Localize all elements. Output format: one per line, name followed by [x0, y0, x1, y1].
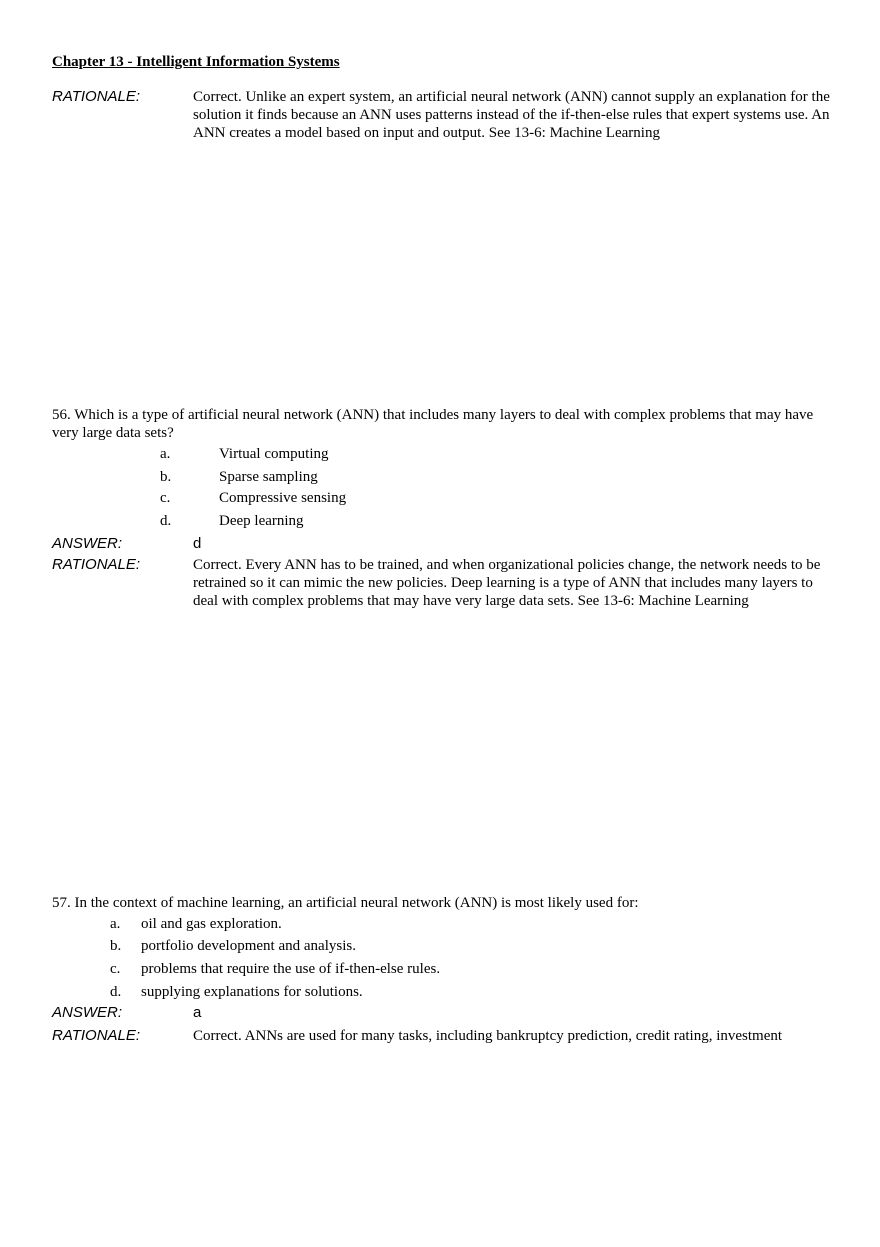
q56-option-a-text: Virtual computing	[219, 446, 329, 462]
q57-answer-label: ANSWER:	[52, 1004, 123, 1021]
q57-answer-value: a	[193, 1004, 202, 1021]
q57-rationale-text: Correct. ANNs are used for many tasks, including bankruptcy prediction, credit rating, investment	[193, 1028, 783, 1044]
q56-option-d-text: Deep learning	[219, 513, 304, 529]
question-56-text: 56. Which is a type of artificial neural network (ANN) that includes many layers to deal with complex problems that may have very large data sets?	[52, 407, 814, 441]
q57-option-d-letter: d.	[110, 984, 122, 1000]
q56-rationale-text: Correct. Every ANN has to be trained, and when organizational policies change, the network needs to be retrained so it can mimic the new policies. Deep learning is a type of ANN that includes many layers to deal with complex problems that may have very large data sets. See 13-6: Machine Learning	[193, 557, 821, 609]
q57-option-b-text: portfolio development and analysis.	[141, 938, 356, 954]
q57-option-c-letter: c.	[110, 961, 121, 977]
q56-rationale-label: RATIONALE:	[52, 556, 141, 573]
q57-option-d-text: supplying explanations for solutions.	[141, 984, 363, 1000]
rationale-label: RATIONALE:	[52, 88, 141, 105]
q56-option-d-letter: d.	[160, 513, 172, 529]
rationale-text: Correct. Unlike an expert system, an artificial neural network (ANN) cannot supply an explanation for the solution it finds because an ANN uses patterns instead of the if-then-else rules that expert systems use. An ANN creates a model based on input and output. See 13-6: Machine Learning	[193, 89, 830, 141]
question-57-text: 57. In the context of machine learning, an artificial neural network (ANN) is most likely used for:	[52, 895, 639, 911]
q56-option-b-text: Sparse sampling	[219, 469, 318, 485]
q57-option-b-letter: b.	[110, 938, 122, 954]
q56-option-b-letter: b.	[160, 469, 172, 485]
q56-option-c-text: Compressive sensing	[219, 490, 347, 506]
q57-option-a-text: oil and gas exploration.	[141, 916, 282, 932]
q57-rationale-label: RATIONALE:	[52, 1027, 141, 1044]
q56-option-c-letter: c.	[160, 490, 171, 506]
q56-answer-value: d	[193, 535, 202, 552]
page-title: Chapter 13 - Intelligent Information Systems	[52, 54, 340, 70]
q56-option-a-letter: a.	[160, 446, 171, 462]
q57-option-a-letter: a.	[110, 916, 121, 932]
q56-answer-label: ANSWER:	[52, 535, 123, 552]
q57-option-c-text: problems that require the use of if-then-else rules.	[141, 961, 441, 977]
